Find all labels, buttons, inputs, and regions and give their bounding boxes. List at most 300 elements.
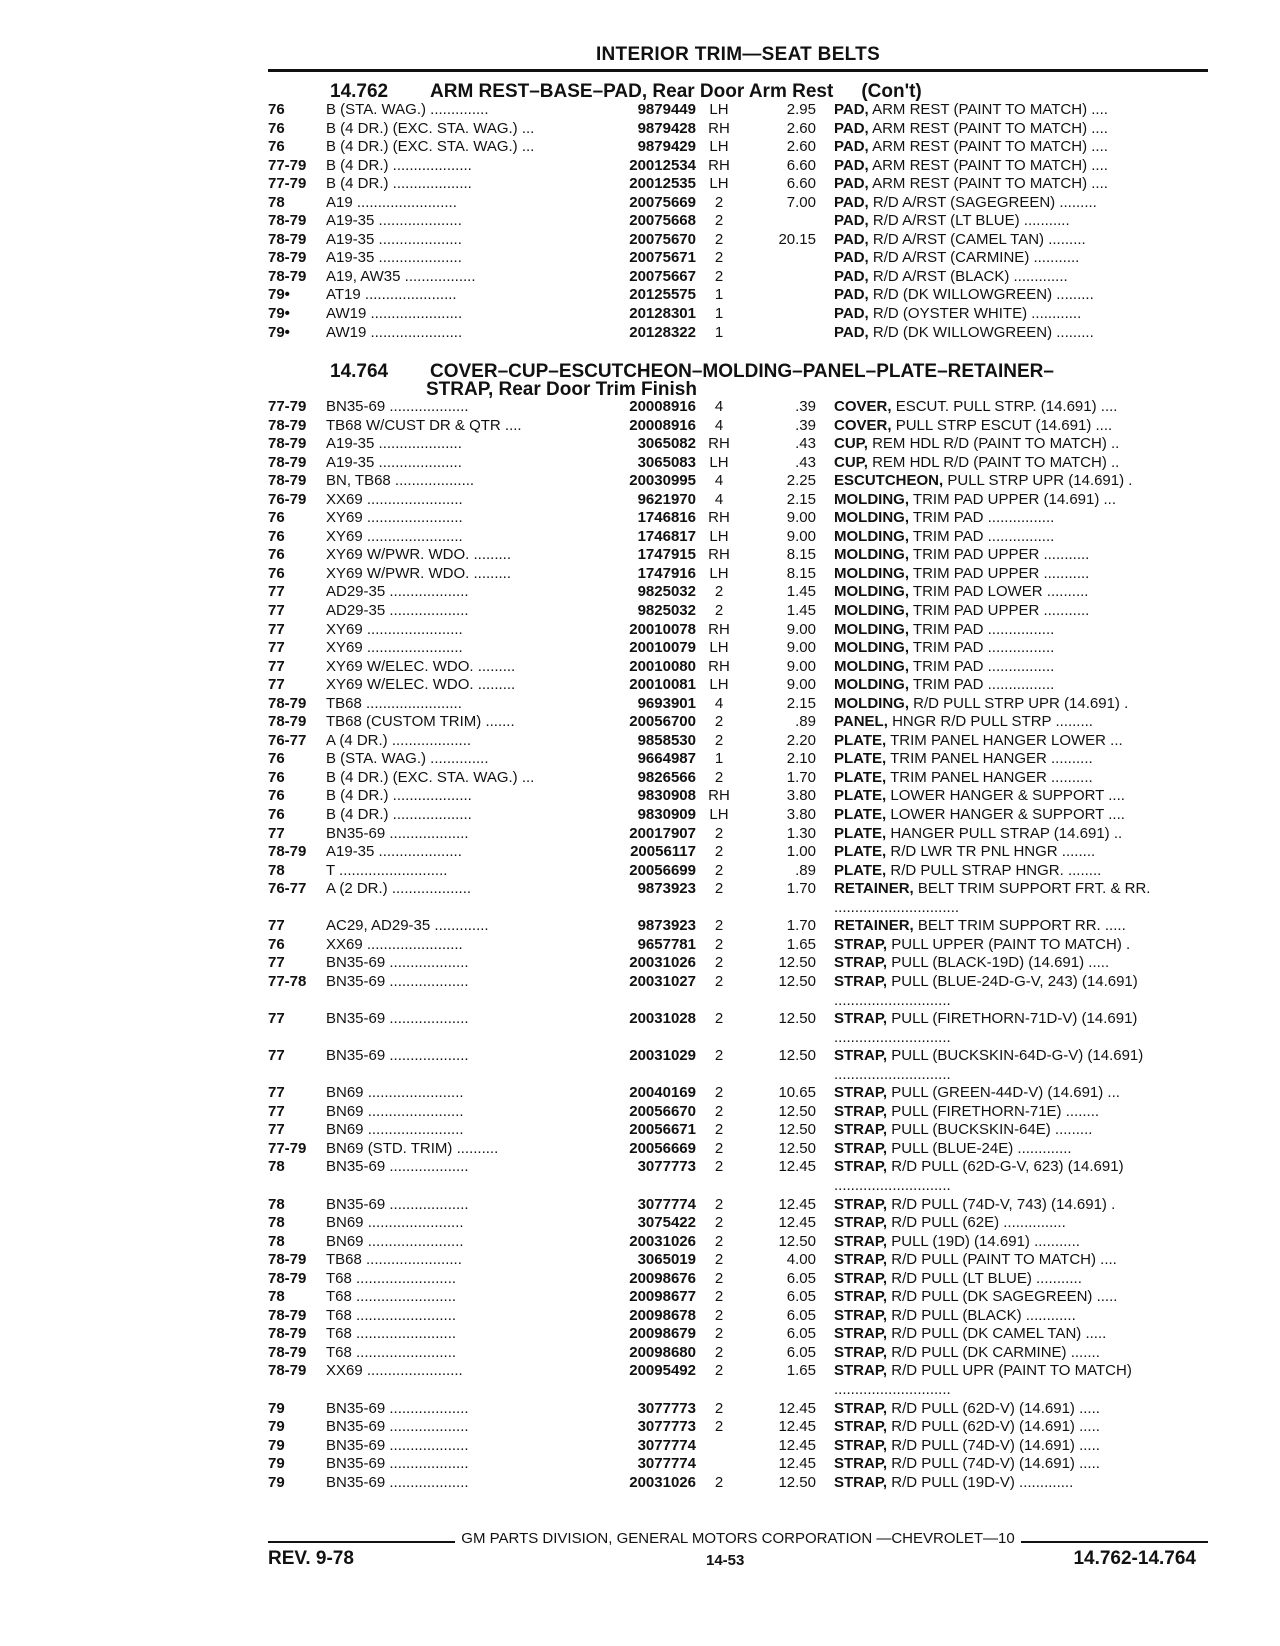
- quantity-cell: 2: [714, 193, 724, 211]
- part-number-cell: 20075670: [629, 230, 696, 248]
- model-cell: A19-35 ....................: [326, 435, 462, 453]
- model-cell: B (4 DR.) (EXC. STA. WAG.) ...: [326, 768, 535, 786]
- model-cell: B (4 DR.) (EXC. STA. WAG.) ...: [326, 138, 535, 156]
- part-description: PULL (GREEN-44D-V) (14.691) ...: [891, 1084, 1120, 1102]
- description-cell: [834, 602, 1210, 621]
- year-cell: 77-79: [268, 156, 307, 174]
- description-cell: [834, 1214, 1210, 1233]
- year-cell: 76: [268, 787, 285, 805]
- part-name: STRAP,: [834, 1139, 888, 1157]
- price-cell: 8.15: [786, 546, 816, 564]
- model-cell: T68 ........................: [326, 1306, 457, 1324]
- part-name: STRAP,: [834, 1010, 888, 1028]
- price-cell: 9.00: [786, 676, 816, 694]
- table-row: [268, 732, 1208, 751]
- part-number-cell: 20098677: [629, 1288, 696, 1306]
- part-description: PULL UPPER (PAINT TO MATCH) .: [891, 935, 1131, 953]
- table-row: [268, 862, 1208, 881]
- quantity-cell: 2: [714, 1084, 724, 1102]
- year-cell: 79•: [268, 286, 290, 304]
- part-number-cell: 20056117: [630, 843, 696, 861]
- description-cell: [834, 658, 1210, 677]
- part-name: RETAINER,: [834, 917, 914, 935]
- year-cell: 78-79: [268, 416, 307, 434]
- year-cell: 76: [268, 806, 285, 824]
- year-cell: 77: [268, 639, 285, 657]
- revision: REV. 9-78: [268, 1548, 354, 1569]
- part-number-cell: 20008916: [629, 416, 696, 434]
- part-number-cell: 9826566: [637, 768, 696, 786]
- part-number-cell: 9830909: [637, 806, 696, 824]
- quantity-cell: 2: [714, 1418, 724, 1436]
- model-cell: BN35-69 ...................: [326, 954, 469, 972]
- part-name: STRAP,: [834, 1306, 888, 1324]
- year-cell: 77: [268, 1010, 285, 1028]
- division-text: GM PARTS DIVISION, GENERAL MOTORS CORPORATION —CHEVROLET—10: [461, 1530, 1015, 1547]
- model-cell: BN35-69 ...................: [326, 824, 469, 842]
- part-name: PAD,: [834, 193, 869, 211]
- part-number-cell: 20128322: [629, 323, 696, 341]
- model-cell: AW19 ......................: [326, 305, 463, 323]
- part-description: R/D (DK WILLOWGREEN) .........: [872, 286, 1094, 304]
- price-cell: 1.65: [786, 935, 816, 953]
- price-cell: .43: [795, 453, 816, 471]
- description-cell: [834, 1103, 1210, 1122]
- model-cell: A19-35 ....................: [326, 212, 462, 230]
- quantity-cell: 2: [714, 917, 724, 935]
- table-row: [268, 1251, 1208, 1270]
- description-cell: [834, 472, 1210, 491]
- part-number-cell: 3075422: [637, 1214, 696, 1232]
- quantity-cell: LH: [709, 527, 729, 545]
- table-row: [268, 546, 1208, 565]
- part-description: TRIM PANEL HANGER LOWER ...: [890, 731, 1123, 749]
- part-number-cell: 20056669: [629, 1139, 696, 1157]
- part-number-cell: 3077774: [637, 1455, 696, 1473]
- year-cell: 78-79: [268, 472, 307, 490]
- table-row: [268, 676, 1208, 695]
- part-description: R/D A/RST (BLACK) .............: [872, 267, 1068, 285]
- part-number-cell: 20098676: [629, 1269, 696, 1287]
- part-description: PULL STRP ESCUT (14.691) ....: [895, 416, 1113, 434]
- part-description: PULL (FIRETHORN-71D-V) (14.691) ............................: [834, 1010, 1138, 1046]
- description-cell: [834, 212, 1210, 231]
- table-row: [268, 1474, 1208, 1493]
- description-cell: [834, 583, 1210, 602]
- part-description: R/D PULL (BLACK) ............: [891, 1306, 1076, 1324]
- model-cell: B (4 DR.) ...................: [326, 787, 472, 805]
- year-cell: 78-79: [268, 230, 307, 248]
- part-description: REM HDL R/D (PAINT TO MATCH) ..: [872, 435, 1120, 453]
- part-description: R/D PULL (DK CARMINE) .......: [891, 1343, 1100, 1361]
- table-row: [268, 1158, 1208, 1195]
- part-number-cell: 1747916: [637, 564, 696, 582]
- description-cell: [834, 862, 1210, 881]
- quantity-cell: 2: [714, 1288, 724, 1306]
- description-cell: [834, 1474, 1210, 1493]
- price-cell: 2.95: [786, 101, 816, 118]
- description-cell: [834, 1400, 1210, 1419]
- part-number-cell: 1746817: [637, 527, 696, 545]
- table-row: [268, 1455, 1208, 1474]
- part-name: STRAP,: [834, 1269, 888, 1287]
- part-number-cell: 20031026: [629, 1232, 696, 1250]
- part-name: MOLDING,: [834, 546, 909, 564]
- year-cell: 79: [268, 1418, 285, 1436]
- description-cell: [834, 1325, 1210, 1344]
- description-cell: [834, 1233, 1210, 1252]
- section-14-762: [268, 82, 1208, 342]
- part-number-cell: 20008916: [629, 398, 696, 415]
- part-name: MOLDING,: [834, 694, 909, 712]
- year-cell: 78: [268, 193, 285, 211]
- part-name: MOLDING,: [834, 583, 909, 601]
- part-name: MOLDING,: [834, 639, 909, 657]
- part-name: STRAP,: [834, 1195, 888, 1213]
- part-description: BELT TRIM SUPPORT RR. .....: [917, 917, 1126, 935]
- quantity-cell: 2: [714, 1251, 724, 1269]
- part-name: PAD,: [834, 101, 869, 118]
- year-cell: 79: [268, 1473, 285, 1491]
- part-number-cell: 9664987: [637, 750, 696, 768]
- part-name: STRAP,: [834, 1325, 888, 1343]
- model-cell: BN69 .......................: [326, 1232, 464, 1250]
- parts-table: [268, 101, 1208, 342]
- price-cell: 8.15: [786, 564, 816, 582]
- model-cell: BN35-69 ...................: [326, 1473, 469, 1491]
- year-cell: 76: [268, 527, 285, 545]
- year-cell: 77: [268, 954, 285, 972]
- page-header: INTERIOR TRIM—SEAT BELTS: [595, 44, 881, 65]
- part-name: CUP,: [834, 453, 868, 471]
- quantity-cell: LH: [709, 138, 729, 156]
- description-cell: [834, 806, 1210, 825]
- description-cell: [834, 787, 1210, 806]
- quantity-cell: 2: [714, 1343, 724, 1361]
- part-number-cell: 20010078: [629, 620, 696, 638]
- quantity-cell: LH: [709, 101, 729, 118]
- part-description: TRIM PAD ................: [912, 676, 1055, 694]
- price-cell: 9.00: [786, 639, 816, 657]
- quantity-cell: LH: [709, 453, 729, 471]
- section-14-764: [268, 362, 1208, 1492]
- price-cell: .43: [795, 435, 816, 453]
- table-row: [268, 1288, 1208, 1307]
- table-row: [268, 1344, 1208, 1363]
- part-name: STRAP,: [834, 1418, 888, 1436]
- year-cell: 77-79: [268, 175, 307, 193]
- price-cell: 12.45: [778, 1214, 816, 1232]
- part-name: STRAP,: [834, 1047, 888, 1065]
- description-cell: [834, 1196, 1210, 1215]
- table-row: [268, 398, 1208, 417]
- year-cell: 76: [268, 138, 285, 156]
- part-description: TRIM PANEL HANGER ..........: [890, 750, 1093, 768]
- model-cell: T68 ........................: [326, 1343, 457, 1361]
- model-cell: T68 ........................: [326, 1288, 457, 1306]
- quantity-cell: 2: [714, 935, 724, 953]
- model-cell: XX69 .......................: [326, 490, 463, 508]
- price-cell: 1.30: [786, 824, 816, 842]
- price-cell: 9.00: [786, 657, 816, 675]
- part-name: STRAP,: [834, 1158, 888, 1176]
- part-number-cell: 20098679: [629, 1325, 696, 1343]
- quantity-cell: LH: [709, 564, 729, 582]
- part-description: PULL (BUCKSKIN-64E) .........: [891, 1121, 1093, 1139]
- part-description: R/D PULL (74D-V) (14.691) .....: [891, 1436, 1100, 1454]
- table-row: [268, 806, 1208, 825]
- quantity-cell: 4: [714, 416, 724, 434]
- price-cell: 6.05: [786, 1325, 816, 1343]
- table-row: [268, 602, 1208, 621]
- part-name: PLATE,: [834, 843, 887, 861]
- year-cell: 77-79: [268, 1139, 307, 1157]
- description-cell: [834, 249, 1210, 268]
- part-description: R/D A/RST (SAGEGREEN) .........: [872, 193, 1097, 211]
- quantity-cell: 2: [714, 1399, 724, 1417]
- part-number-cell: 9873923: [637, 917, 696, 935]
- model-cell: AD29-35 ...................: [326, 602, 469, 620]
- description-cell: [834, 1140, 1210, 1159]
- model-cell: AC29, AD29-35 .............: [326, 917, 489, 935]
- table-row: [268, 286, 1208, 305]
- part-name: MOLDING,: [834, 509, 909, 527]
- part-description: BELT TRIM SUPPORT FRT. & RR. ..............................: [834, 880, 1151, 916]
- model-cell: A19-35 ....................: [326, 843, 462, 861]
- table-row: [268, 324, 1208, 343]
- part-number-cell: 20056671: [629, 1121, 696, 1139]
- section-title: [268, 362, 1208, 381]
- price-cell: 2.20: [786, 731, 816, 749]
- part-number-cell: 9830908: [637, 787, 696, 805]
- quantity-cell: RH: [708, 787, 730, 805]
- table-row: [268, 138, 1208, 157]
- part-name: PLATE,: [834, 731, 887, 749]
- quantity-cell: RH: [708, 546, 730, 564]
- table-row: [268, 1437, 1208, 1456]
- header-rule: [268, 69, 1208, 72]
- description-cell: [834, 398, 1210, 417]
- part-name: STRAP,: [834, 1455, 888, 1473]
- part-description: LOWER HANGER & SUPPORT ....: [890, 787, 1125, 805]
- quantity-cell: 2: [714, 954, 724, 972]
- table-row: [268, 825, 1208, 844]
- quantity-cell: LH: [709, 175, 729, 193]
- part-description: TRIM PAD UPPER (14.691) ...: [912, 490, 1117, 508]
- price-cell: 4.00: [786, 1251, 816, 1269]
- year-cell: 79•: [268, 305, 290, 323]
- part-description: ARM REST (PAINT TO MATCH) ....: [872, 119, 1108, 137]
- model-cell: BN, TB68 ...................: [326, 472, 475, 490]
- part-description: R/D PULL (62D-G-V, 623) (14.691) ............................: [834, 1158, 1124, 1194]
- part-number-cell: 3065019: [637, 1251, 696, 1269]
- part-number-cell: 3065083: [637, 453, 696, 471]
- part-number-cell: 3077774: [637, 1195, 696, 1213]
- price-cell: 6.05: [786, 1306, 816, 1324]
- quantity-cell: 2: [714, 861, 724, 879]
- quantity-cell: RH: [708, 509, 730, 527]
- part-description: R/D PULL STRAP HNGR. ........: [890, 861, 1102, 879]
- model-cell: A19, AW35 .................: [326, 267, 476, 285]
- table-row: [268, 212, 1208, 231]
- part-name: PLATE,: [834, 768, 887, 786]
- part-description: TRIM PAD ................: [912, 527, 1055, 545]
- quantity-cell: RH: [708, 657, 730, 675]
- price-cell: 9.00: [786, 509, 816, 527]
- description-cell: [834, 1158, 1210, 1195]
- model-cell: BN35-69 ...................: [326, 1399, 469, 1417]
- table-row: [268, 621, 1208, 640]
- quantity-cell: 2: [714, 1010, 724, 1028]
- description-cell: [834, 528, 1210, 547]
- part-number-cell: 9879449: [637, 101, 696, 118]
- year-cell: 76: [268, 119, 285, 137]
- part-description: TRIM PAD ................: [912, 657, 1055, 675]
- description-cell: [834, 1121, 1210, 1140]
- table-row: [268, 843, 1208, 862]
- part-description: LOWER HANGER & SUPPORT ....: [890, 806, 1125, 824]
- description-cell: [834, 435, 1210, 454]
- parts-table: [268, 398, 1208, 1492]
- part-description: R/D PULL (62D-V) (14.691) .....: [891, 1399, 1100, 1417]
- price-cell: 2.15: [786, 490, 816, 508]
- table-row: [268, 1010, 1208, 1047]
- table-row: [268, 1400, 1208, 1419]
- table-row: [268, 472, 1208, 491]
- year-cell: 78-79: [268, 1306, 307, 1324]
- table-row: [268, 1270, 1208, 1289]
- part-number-cell: 20056699: [629, 861, 696, 879]
- part-number-cell: 20010081: [629, 676, 696, 694]
- section-range: 14.762-14.764: [1073, 1548, 1196, 1569]
- model-cell: T68 ........................: [326, 1325, 457, 1343]
- model-cell: A (2 DR.) ...................: [326, 880, 472, 898]
- part-number-cell: 3077773: [637, 1418, 696, 1436]
- quantity-cell: 2: [714, 1473, 724, 1491]
- year-cell: 77: [268, 657, 285, 675]
- description-cell: [834, 175, 1210, 194]
- part-number-cell: 20031028: [629, 1010, 696, 1028]
- table-row: [268, 769, 1208, 788]
- price-cell: 20.15: [778, 230, 816, 248]
- table-row: [268, 880, 1208, 917]
- table-row: [268, 194, 1208, 213]
- table-row: [268, 1325, 1208, 1344]
- year-cell: 78: [268, 861, 285, 879]
- part-name: PAD,: [834, 323, 869, 341]
- table-row: [268, 1418, 1208, 1437]
- quantity-cell: 1: [714, 286, 724, 304]
- model-cell: XY69 W/PWR. WDO. .........: [326, 546, 512, 564]
- part-description: TRIM PAD ................: [912, 639, 1055, 657]
- year-cell: 78-79: [268, 1325, 307, 1343]
- year-cell: 77: [268, 1047, 285, 1065]
- description-cell: [834, 491, 1210, 510]
- quantity-cell: 2: [714, 880, 724, 898]
- price-cell: 2.10: [786, 750, 816, 768]
- part-number-cell: 1746816: [637, 509, 696, 527]
- table-row: [268, 417, 1208, 436]
- quantity-cell: 2: [714, 267, 724, 285]
- section-name: ARM REST–BASE–PAD, Rear Door Arm Rest: [430, 81, 834, 102]
- part-name: PAD,: [834, 119, 869, 137]
- part-name: PAD,: [834, 267, 869, 285]
- description-cell: [834, 621, 1210, 640]
- year-cell: 78-79: [268, 249, 307, 267]
- year-cell: 78-79: [268, 435, 307, 453]
- year-cell: 78-79: [268, 713, 307, 731]
- year-cell: 76: [268, 564, 285, 582]
- part-name: CUP,: [834, 435, 868, 453]
- part-description: PULL (FIRETHORN-71E) ........: [891, 1102, 1100, 1120]
- part-name: COVER,: [834, 398, 892, 415]
- price-cell: 6.05: [786, 1343, 816, 1361]
- quantity-cell: 2: [714, 824, 724, 842]
- model-cell: XY69 .......................: [326, 639, 463, 657]
- quantity-cell: 2: [714, 1158, 724, 1176]
- table-row: [268, 528, 1208, 547]
- table-row: [268, 565, 1208, 584]
- quantity-cell: 2: [714, 713, 724, 731]
- description-cell: [834, 843, 1210, 862]
- model-cell: A19 ........................: [326, 193, 457, 211]
- part-number-cell: 9657781: [637, 935, 696, 953]
- description-cell: [834, 825, 1210, 844]
- quantity-cell: 2: [714, 1139, 724, 1157]
- section-title: [268, 82, 1208, 101]
- price-cell: 12.50: [778, 1121, 816, 1139]
- table-row: [268, 695, 1208, 714]
- part-number-cell: 9873923: [637, 880, 696, 898]
- description-cell: [834, 1288, 1210, 1307]
- year-cell: 76-79: [268, 490, 307, 508]
- model-cell: B (STA. WAG.) ..............: [326, 750, 489, 768]
- part-number-cell: 20017907: [629, 824, 696, 842]
- year-cell: 76: [268, 546, 285, 564]
- part-name: PLATE,: [834, 750, 887, 768]
- part-name: ESCUTCHEON,: [834, 472, 944, 490]
- part-description: R/D A/RST (LT BLUE) ...........: [872, 212, 1070, 230]
- year-cell: 78-79: [268, 843, 307, 861]
- model-cell: B (STA. WAG.) ..............: [326, 101, 489, 118]
- part-description: TRIM PAD UPPER ...........: [912, 602, 1090, 620]
- quantity-cell: LH: [709, 676, 729, 694]
- part-description: TRIM PAD ................: [912, 509, 1055, 527]
- year-cell: 79: [268, 1436, 285, 1454]
- description-cell: [834, 695, 1210, 714]
- quantity-cell: 4: [714, 398, 724, 415]
- table-row: [268, 1140, 1208, 1159]
- description-cell: [834, 936, 1210, 955]
- model-cell: BN35-69 ...................: [326, 1455, 469, 1473]
- description-cell: [834, 305, 1210, 324]
- table-row: [268, 120, 1208, 139]
- description-cell: [834, 954, 1210, 973]
- part-name: STRAP,: [834, 1436, 888, 1454]
- description-cell: [834, 1344, 1210, 1363]
- footer-rule-right: [1021, 1541, 1208, 1543]
- price-cell: 6.60: [786, 175, 816, 193]
- part-description: ARM REST (PAINT TO MATCH) ....: [872, 156, 1108, 174]
- year-cell: 77: [268, 676, 285, 694]
- price-cell: .39: [795, 398, 816, 415]
- description-cell: [834, 973, 1210, 1010]
- year-cell: 79•: [268, 323, 290, 341]
- part-description: PULL (BUCKSKIN-64D-G-V) (14.691) ............................: [834, 1047, 1144, 1083]
- table-row: [268, 1121, 1208, 1140]
- description-cell: [834, 750, 1210, 769]
- year-cell: 76: [268, 101, 285, 118]
